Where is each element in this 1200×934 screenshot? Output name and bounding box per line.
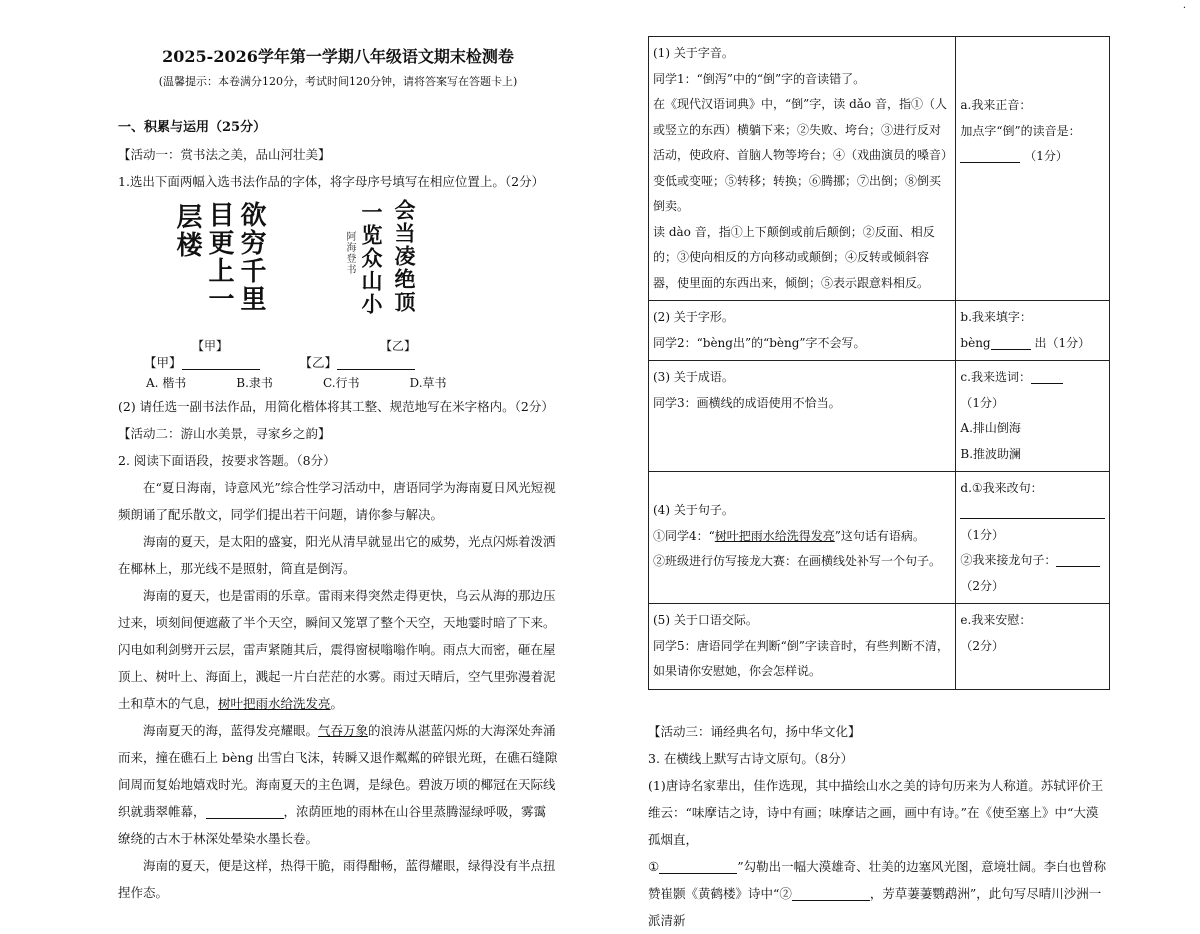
row1-title: (1) 关于字音。	[653, 46, 734, 60]
row3-right	[956, 361, 1110, 472]
row2-title: (2) 关于字形。	[653, 310, 734, 324]
question-table	[648, 36, 1110, 690]
row2-answer	[960, 331, 1105, 357]
para3-underlined-idiom: 气吞万象	[318, 723, 369, 738]
calligraphy-area	[154, 201, 558, 351]
essay-paragraph-3	[118, 717, 558, 852]
exam-title: 2025-2026学年第一学期八年级语文期末检测卷	[162, 47, 514, 66]
row1-answer	[960, 144, 1105, 170]
row2-points: 出（1分）	[1034, 335, 1091, 350]
row4-answer-label-1: d.①我来改句：	[960, 481, 1043, 495]
row2-pinyin: bèng	[960, 335, 991, 350]
table-row	[649, 604, 1110, 690]
row2-blank[interactable]	[991, 337, 1031, 350]
row4-answer-line-1[interactable]	[960, 504, 1105, 519]
row4-right	[956, 472, 1110, 604]
row1-points: （1分）	[1024, 149, 1068, 163]
right-page	[600, 0, 1200, 928]
row5-left	[649, 604, 956, 690]
para2-underlined: 树叶把雨水给洗发亮	[218, 696, 331, 711]
row4-line2: ②班级进行仿写接龙大赛：在画横线处补写一个句子。	[653, 554, 942, 568]
option-d: D.草书	[409, 376, 447, 390]
section-heading: 一、积累与运用（25分）	[118, 120, 267, 135]
question-2: 2. 阅读下面语段，按要求答题。（8分）	[118, 453, 336, 468]
row2-left	[649, 301, 956, 361]
para3-blank[interactable]	[206, 806, 284, 819]
poem-blank-2[interactable]	[792, 888, 870, 901]
answer-yi-blank[interactable]	[337, 357, 415, 370]
table-row	[649, 361, 1110, 472]
callig-yi-col2: 一览众山小	[359, 201, 384, 316]
row2-right	[956, 301, 1110, 361]
row1-line2: 在《现代汉语词典》中，“倒”字，读 dǎo 音，指①（人或竖立的东西）横躺下来；②失败、垮台；③进行反对活动，使政府、首脑人物等垮台；④（戏曲演员的嗓音）变低或变哑；⑤转移；转换；⑥腾挪；⑦出倒；⑧倒买倒卖。	[653, 97, 948, 213]
row1-blank[interactable]	[960, 150, 1020, 163]
question-1-2: (2) 请任选一副书法作品，用简化楷体将其工整、规范地写在米字格内。（2分）	[118, 399, 554, 414]
row3-option-b: B.推波助澜	[960, 446, 1022, 461]
activity-two: 【活动二：游山水美景，寻家乡之韵】	[118, 426, 331, 441]
table-row	[649, 301, 1110, 361]
row5-line1: 同学5：唐语同学在判断“倒”字读音时，有些判断不清，如果请你安慰她，你会怎样说。	[653, 638, 949, 678]
essay-paragraph-4: 海南的夏天，便是这样，热得干脆，雨得酣畅，蓝得耀眼，绿得没有半点扭捏作态。	[118, 858, 556, 900]
intro-paragraph: 在“夏日海南，诗意风光”综合性学习活动中，唐语同学为海南夏日风光短视频朗诵了配乐散文，同学们提出若干问题，请你参与解决。	[118, 480, 556, 522]
row3-title: (3) 关于成语。	[653, 370, 734, 384]
answer-jia-blank[interactable]	[182, 357, 260, 370]
row4-title: (4) 关于句子。	[653, 503, 734, 517]
option-a: A. 楷书	[146, 376, 187, 390]
row5-right	[956, 604, 1110, 690]
callig-jia-label: 【甲】	[192, 339, 229, 353]
page-mark: ·	[1182, 3, 1186, 14]
option-b: B.隶书	[236, 376, 273, 390]
row4-line1	[653, 524, 951, 550]
row4-points-1: （1分）	[960, 527, 1005, 542]
answer-jia-label: 【甲】	[144, 355, 182, 370]
row4-blank-2[interactable]	[1056, 554, 1100, 567]
question-3-1: (1)唐诗名家辈出，佳作选现，其中描绘山水之美的诗句历来为人称道。苏轼评价王维云：“味摩诘之诗，诗中有画；味摩诘之画，画中有诗。”在《使至塞上》中“大漠孤烟直，	[648, 777, 1104, 847]
row3-blank[interactable]	[1031, 371, 1063, 384]
callig-yi-label: 【乙】	[380, 339, 417, 353]
table-row	[649, 472, 1110, 604]
essay-paragraph-1: 海南的夏天，是太阳的盛宴，阳光从清早就显出它的威势，光点闪烁着泼洒在椰林上，那光线不是照射，简直是倒泻。	[118, 534, 556, 576]
question-3: 3. 在横线上默写古诗文原句。（8分）	[648, 750, 854, 766]
blank-marker-1: ①	[648, 858, 660, 874]
row4-answer-label-2: ②我来接龙句子：	[960, 553, 1057, 567]
row1-answer-label: a.我来正音：	[960, 98, 1032, 112]
row3-left	[649, 361, 956, 472]
font-options	[146, 373, 558, 393]
option-c: C.行书	[322, 376, 360, 390]
para3-text-a: 海南夏天的海，蓝得发亮耀眼。	[143, 723, 319, 738]
para3-text-b: 的浪涛从湛蓝闪烁的大海深处奔涌而来，撞在礁石上 bèng 出雪白飞沫，转瞬又退作粼粼的碎银光斑，在礁石缝隙间周而复始地嬉戏时光。海南夏天的主色调，是绿色。碧波万顷的椰冠在天际线织就翡翠帷幕，	[118, 723, 558, 819]
answer-yi-label: 【乙】	[299, 355, 338, 370]
row4-answer-2	[960, 548, 1105, 574]
row2-line1: 同学2：“bèng出”的“bèng”字不会写。	[653, 335, 866, 350]
row1-answer-prompt: 加点字“倒”的读音是：	[960, 123, 1081, 138]
callig-jia-col2: 目更上一	[204, 201, 234, 313]
row3-answer	[960, 365, 1105, 416]
row5-answer-label: e.我来安慰：	[960, 613, 1032, 627]
row1-right	[956, 37, 1110, 301]
poem-text: ”勾勒出一幅大漠雄奇、壮美的边塞风光图，意境壮阔。李白也曾称赞崔颢《黄鹤楼》诗中“②	[648, 858, 1107, 901]
callig-jia-col1: 欲穷千里	[236, 201, 266, 313]
row1-line3: 读 dào 音，指①上下颠倒或前后颠倒；②反面、相反的；③使向相反的方向移动或颠倒；④反转或倾斜容器，使里面的东西出来，倾倒；⑤表示跟意料相反。	[653, 224, 935, 290]
para3-text-c: ，浓荫匝地的雨林在山谷里蒸腾湿绿呼吸，雾霭缭绕的古木于林深处晕染水墨长卷。	[118, 804, 547, 846]
essay-paragraph-2	[118, 582, 558, 717]
question-1-1: 1.选出下面两幅入选书法作品的字体，将字母序号填写在相应位置上。（2分）	[118, 174, 545, 189]
question-3-1-cont	[648, 853, 1110, 934]
callig-yi-seal: 阿海登书	[344, 231, 355, 275]
left-page	[0, 0, 600, 900]
exam-hint: (温馨提示：本卷满分120分，考试时间120分钟，请将答案写在答题卡上)	[158, 75, 518, 88]
row2-answer-label: b.我来填字：	[960, 310, 1032, 324]
row3-line1: 同学3：画横线的成语使用不恰当。	[653, 395, 841, 410]
row4-points-2: （2分）	[960, 578, 1005, 593]
row4-line1-b: ”这句话有语病。	[834, 528, 925, 543]
row5-title: (5) 关于口语交际。	[653, 613, 758, 627]
answer-row	[144, 353, 558, 373]
callig-jia-col3: 层楼	[172, 203, 202, 259]
poem-text-end: ，芳草萋萋鹦鹉洲”，此句写尽晴川沙洲一派清新	[648, 885, 1102, 928]
row4-underlined-sentence: 树叶把雨水给洗得发亮	[714, 528, 835, 543]
activity-one: 【活动一：赏书法之美，品山河壮美】	[118, 147, 331, 162]
para2-text: 海南的夏天，也是雷雨的乐章。雷雨来得突然走得更快，乌云从海的那边压过来，顷刻间便遮蔽了半个天空，瞬间又笼罩了整个天空，天地霎时暗了下来。闪电如利剑劈开云层，雷声紧随其后，震得窗棂嗡嗡作响。雨点大而密，砸在屋顶上、树叶上、海面上，溅起一片白茫茫的水雾。雨过天晴后，空气里弥漫着泥土和草木的气息，	[118, 588, 556, 711]
row3-option-a: A.排山倒海	[960, 421, 1021, 435]
callig-yi-col1: 会当凌绝顶	[392, 199, 417, 314]
activity-three: 【活动三：诵经典名句，扬中华文化】	[648, 723, 861, 739]
table-row	[649, 37, 1110, 301]
row3-points: （1分）	[960, 395, 1005, 410]
row1-line1: 同学1：“倒泻”中的“倒”字的音读错了。	[653, 71, 866, 86]
row4-line1-a: ①同学4：“	[653, 528, 715, 543]
row4-left	[649, 472, 956, 604]
row3-answer-label: c.我来选词：	[960, 370, 1031, 384]
poem-blank-1[interactable]	[659, 861, 737, 874]
row5-points: （2分）	[960, 638, 1005, 653]
para2-end: 。	[330, 696, 344, 711]
row1-left	[649, 37, 956, 301]
